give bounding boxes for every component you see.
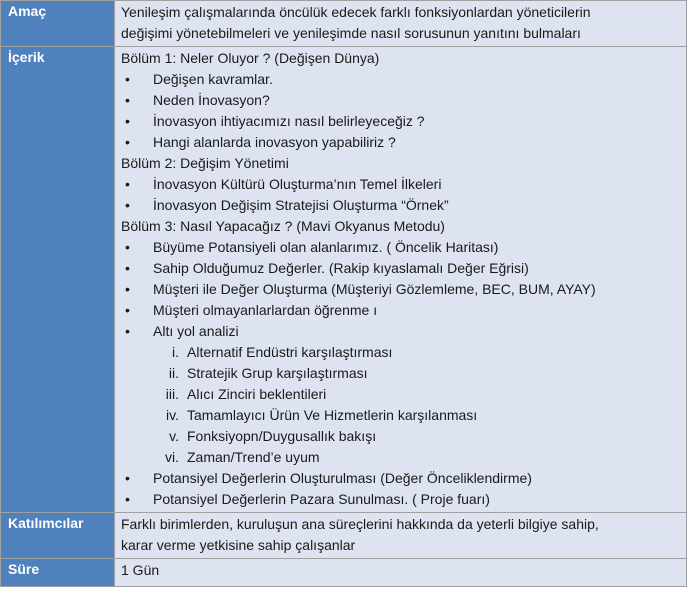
list-item bbox=[121, 258, 680, 279]
content-katilimcilar bbox=[115, 513, 687, 559]
list-item bbox=[121, 195, 680, 216]
list-item-text: İnovasyon Değişim Stratejisi Oluşturma “Örnek” bbox=[153, 197, 449, 213]
list-item-text: Neden İnovasyon? bbox=[153, 92, 270, 108]
list-item-text: Potansiyel Değerlerin Pazara Sunulması. ( Proje fuarı) bbox=[153, 491, 490, 507]
section-2-title: Bölüm 2: Değişim Yönetimi bbox=[121, 155, 289, 171]
bullet-icon: • bbox=[125, 113, 130, 129]
sub-item-number: iv. bbox=[166, 407, 179, 423]
bullet-icon: • bbox=[125, 470, 130, 486]
list-item-text: Müşteri ile Değer Oluşturma (Müşteriyi Gözlemleme, BEC, BUM, AYAY) bbox=[153, 281, 596, 297]
list-item-text: Müşteri olmayanlarlardan öğrenme ı bbox=[153, 302, 378, 318]
label-sure: Süre bbox=[1, 559, 115, 587]
sub-list-item bbox=[121, 405, 680, 426]
list-item-text: İnovasyon ihtiyacımızı nasıl belirleyeceğiz ? bbox=[153, 113, 425, 129]
list-item-text: İnovasyon Kültürü Oluşturma’nın Temel İlkeleri bbox=[153, 176, 442, 192]
bullet-icon: • bbox=[125, 92, 130, 108]
bullet-icon: • bbox=[125, 134, 130, 150]
sub-item-number: i. bbox=[172, 344, 179, 360]
bullet-icon: • bbox=[125, 323, 130, 339]
list-item-text: Altı yol analizi bbox=[153, 323, 239, 339]
list-item bbox=[121, 468, 680, 489]
section-3-title: Bölüm 3: Nasıl Yapacağız ? (Mavi Okyanus Metodu) bbox=[121, 218, 445, 234]
sub-list-item bbox=[121, 447, 680, 468]
sub-item-number: ii. bbox=[168, 365, 179, 381]
list-item bbox=[121, 321, 680, 342]
sub-item-text: Alıcı Zinciri beklentileri bbox=[187, 386, 327, 402]
list-item-text: Potansiyel Değerlerin Oluşturulması (Değer Önceliklendirme) bbox=[153, 470, 532, 486]
sub-item-text: Alternatif Endüstri karşılaştırması bbox=[187, 344, 393, 360]
list-item-text: Büyüme Potansiyeli olan alanlarımız. ( Öncelik Haritası) bbox=[153, 239, 499, 255]
row-icerik bbox=[1, 47, 687, 513]
katilimcilar-line-2: karar verme yetkisine sahip çalışanlar bbox=[121, 537, 356, 553]
bullet-icon: • bbox=[125, 71, 130, 87]
label-amac: Amaç bbox=[1, 1, 115, 47]
list-item bbox=[121, 300, 680, 321]
list-item bbox=[121, 111, 680, 132]
amac-line-1: Yenileşim çalışmalarında öncülük edecek farklı fonksiyonlardan yöneticilerin bbox=[121, 4, 591, 20]
bullet-icon: • bbox=[125, 197, 130, 213]
bullet-icon: • bbox=[125, 281, 130, 297]
bullet-icon: • bbox=[125, 239, 130, 255]
content-amac bbox=[115, 1, 687, 47]
row-sure bbox=[1, 559, 687, 587]
list-item bbox=[121, 489, 680, 510]
list-item bbox=[121, 174, 680, 195]
sub-item-number: v. bbox=[169, 428, 179, 444]
sub-list-item bbox=[121, 363, 680, 384]
sub-item-text: Stratejik Grup karşılaştırması bbox=[187, 365, 368, 381]
bullet-icon: • bbox=[125, 491, 130, 507]
section-1-title: Bölüm 1: Neler Oluyor ? (Değişen Dünya) bbox=[121, 50, 380, 66]
label-icerik: İçerik bbox=[1, 47, 115, 513]
row-katilimcilar bbox=[1, 513, 687, 559]
row-amac bbox=[1, 1, 687, 47]
list-item bbox=[121, 90, 680, 111]
sub-item-text: Tamamlayıcı Ürün Ve Hizmetlerin karşılanması bbox=[187, 407, 478, 423]
bullet-icon: • bbox=[125, 260, 130, 276]
bullet-icon: • bbox=[125, 176, 130, 192]
sub-list-item bbox=[121, 426, 680, 447]
label-katilimcilar: Katılımcılar bbox=[1, 513, 115, 559]
list-item-text: Değişen kavramlar. bbox=[153, 71, 273, 87]
list-item bbox=[121, 132, 680, 153]
list-item-text: Sahip Olduğumuz Değerler. (Rakip kıyaslamalı Değer Eğrisi) bbox=[153, 260, 529, 276]
sub-item-number: vi. bbox=[165, 449, 179, 465]
sub-list-item bbox=[121, 384, 680, 405]
content-sure: 1 Gün bbox=[115, 559, 687, 587]
amac-line-2: değişimi yönetebilmeleri ve yenileşimde nasıl sorusunun yanıtını bulmaları bbox=[121, 25, 581, 41]
list-item-text: Hangi alanlarda inovasyon yapabiliriz ? bbox=[153, 134, 396, 150]
sub-item-text: Fonksiyopn/Duygusallık bakışı bbox=[187, 428, 377, 444]
sub-list-item bbox=[121, 342, 680, 363]
bullet-icon: • bbox=[125, 302, 130, 318]
list-item bbox=[121, 279, 680, 300]
list-item bbox=[121, 69, 680, 90]
katilimcilar-line-1: Farklı birimlerden, kuruluşun ana süreçlerini hakkında da yeterli bilgiye sahip, bbox=[121, 516, 599, 532]
content-icerik bbox=[115, 47, 687, 513]
sub-item-number: iii. bbox=[165, 386, 179, 402]
list-item bbox=[121, 237, 680, 258]
sub-item-text: Zaman/Trend’e uyum bbox=[187, 449, 320, 465]
